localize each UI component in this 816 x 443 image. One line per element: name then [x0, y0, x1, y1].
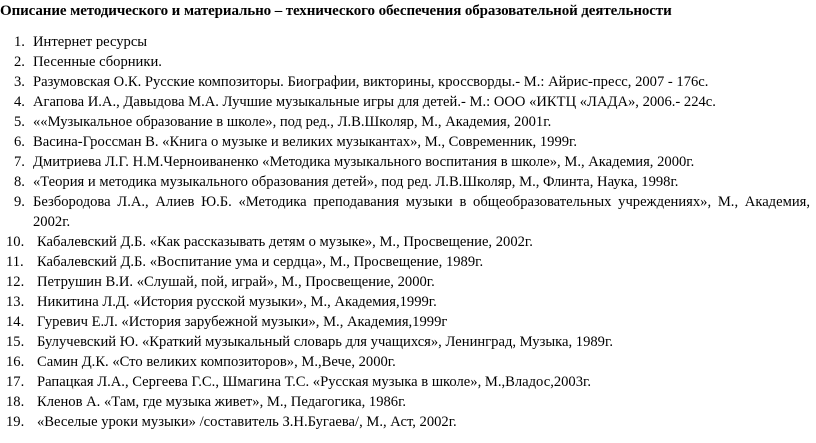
bibliography-list — [0, 32, 816, 432]
list-item — [0, 292, 816, 312]
item-text: Кленов А. «Там, где музыка живет», М., Педагогика, 1986г. — [37, 394, 407, 410]
item-number: 1. — [14, 34, 25, 50]
list-item — [0, 52, 816, 72]
item-number: 4. — [14, 94, 25, 110]
item-number: 7. — [14, 154, 25, 170]
item-number: 6. — [14, 134, 25, 150]
item-text: Самин Д.К. «Сто великих композиторов», М.,Вече, 2000г. — [37, 354, 396, 370]
item-text: «Теория и методика музыкального образования детей», под ред. Л.В.Школяр, М., Флинта, Наука, 1998г. — [33, 174, 679, 190]
list-item — [0, 272, 816, 292]
item-text: Васина-Гроссман В. «Книга о музыке и великих музыкантах», М., Современник, 1999г. — [33, 134, 578, 150]
list-item — [0, 72, 816, 92]
item-text: Никитина Л.Д. «История русской музыки», М., Академия,1999г. — [37, 294, 437, 310]
item-number: 5. — [14, 114, 25, 130]
list-item — [0, 172, 816, 192]
list-item — [0, 412, 816, 432]
item-number: 11. — [6, 254, 24, 270]
list-item — [0, 372, 816, 392]
item-number: 2. — [14, 54, 25, 70]
list-item — [0, 92, 816, 112]
item-number: 3. — [14, 74, 25, 90]
item-text: Гуревич Е.Л. «История зарубежной музыки», М., Академия,1999г — [37, 314, 448, 330]
item-text: Петрушин В.И. «Слушай, пой, играй», М., Просвещение, 2000г. — [37, 274, 435, 290]
item-number: 18. — [6, 394, 25, 410]
list-item — [0, 252, 816, 272]
item-number: 10. — [6, 234, 25, 250]
item-text: ««Музыкальное образование в школе», под ред., Л.В.Школяр, М., Академия, 2001г. — [33, 114, 552, 130]
list-item — [0, 392, 816, 412]
list-item — [0, 312, 816, 332]
item-text: Интернет ресурсы — [33, 34, 148, 50]
list-item — [0, 332, 816, 352]
list-item — [0, 352, 816, 372]
list-item — [0, 152, 816, 172]
item-text: Дмитриева Л.Г. Н.М.Черноиваненко «Методика музыкального воспитания в школе», М., Академия, 2000г. — [33, 154, 695, 170]
list-item — [0, 112, 816, 132]
item-text: Рапацкая Л.А., Сергеева Г.С., Шмагина Т.С. «Русская музыка в школе», М.,Владос,2003г. — [37, 374, 592, 390]
list-item — [0, 232, 816, 252]
item-text: Разумовская О.К. Русские композиторы. Биографии, викторины, кроссворды.- М.: Айрис-пресс, 2007 - 176с. — [33, 74, 709, 90]
item-number: 15. — [6, 334, 25, 350]
list-item — [0, 192, 816, 232]
item-text: Кабалевский Д.Б. «Воспитание ума и сердца», М., Просвещение, 1989г. — [37, 254, 484, 270]
list-item — [0, 32, 816, 52]
list-item — [0, 132, 816, 152]
item-number: 16. — [6, 354, 25, 370]
item-text: «Веселые уроки музыки» /составитель З.Н.Бугаева/, М., Аст, 2002г. — [37, 414, 457, 430]
item-number: 19. — [6, 414, 25, 430]
item-text: Булучевский Ю. «Краткий музыкальный словарь для учащихся», Ленинград, Музыка, 1989г. — [37, 334, 613, 350]
item-text: Песенные сборники. — [33, 54, 162, 70]
item-text: Кабалевский Д.Б. «Как рассказывать детям о музыке», М., Просвещение, 2002г. — [37, 234, 533, 250]
document-title: Описание методического и материально – технического обеспечения образовательной деятельности — [0, 3, 672, 19]
item-number: 13. — [6, 294, 25, 310]
item-text: Агапова И.А., Давыдова М.А. Лучшие музыкальные игры для детей.- М.: ООО «ИКТЦ «ЛАДА», 2006.- 224с. — [33, 94, 716, 110]
item-number: 12. — [6, 274, 25, 290]
item-number: 14. — [6, 314, 25, 330]
item-number: 8. — [14, 174, 25, 190]
item-text: Безбородова Л.А., Алиев Ю.Б. «Методика преподавания музыки в общеобразовательных учреждениях», М., Академия, 2002г. — [33, 194, 810, 230]
item-number: 17. — [6, 374, 25, 390]
item-number: 9. — [14, 194, 25, 210]
